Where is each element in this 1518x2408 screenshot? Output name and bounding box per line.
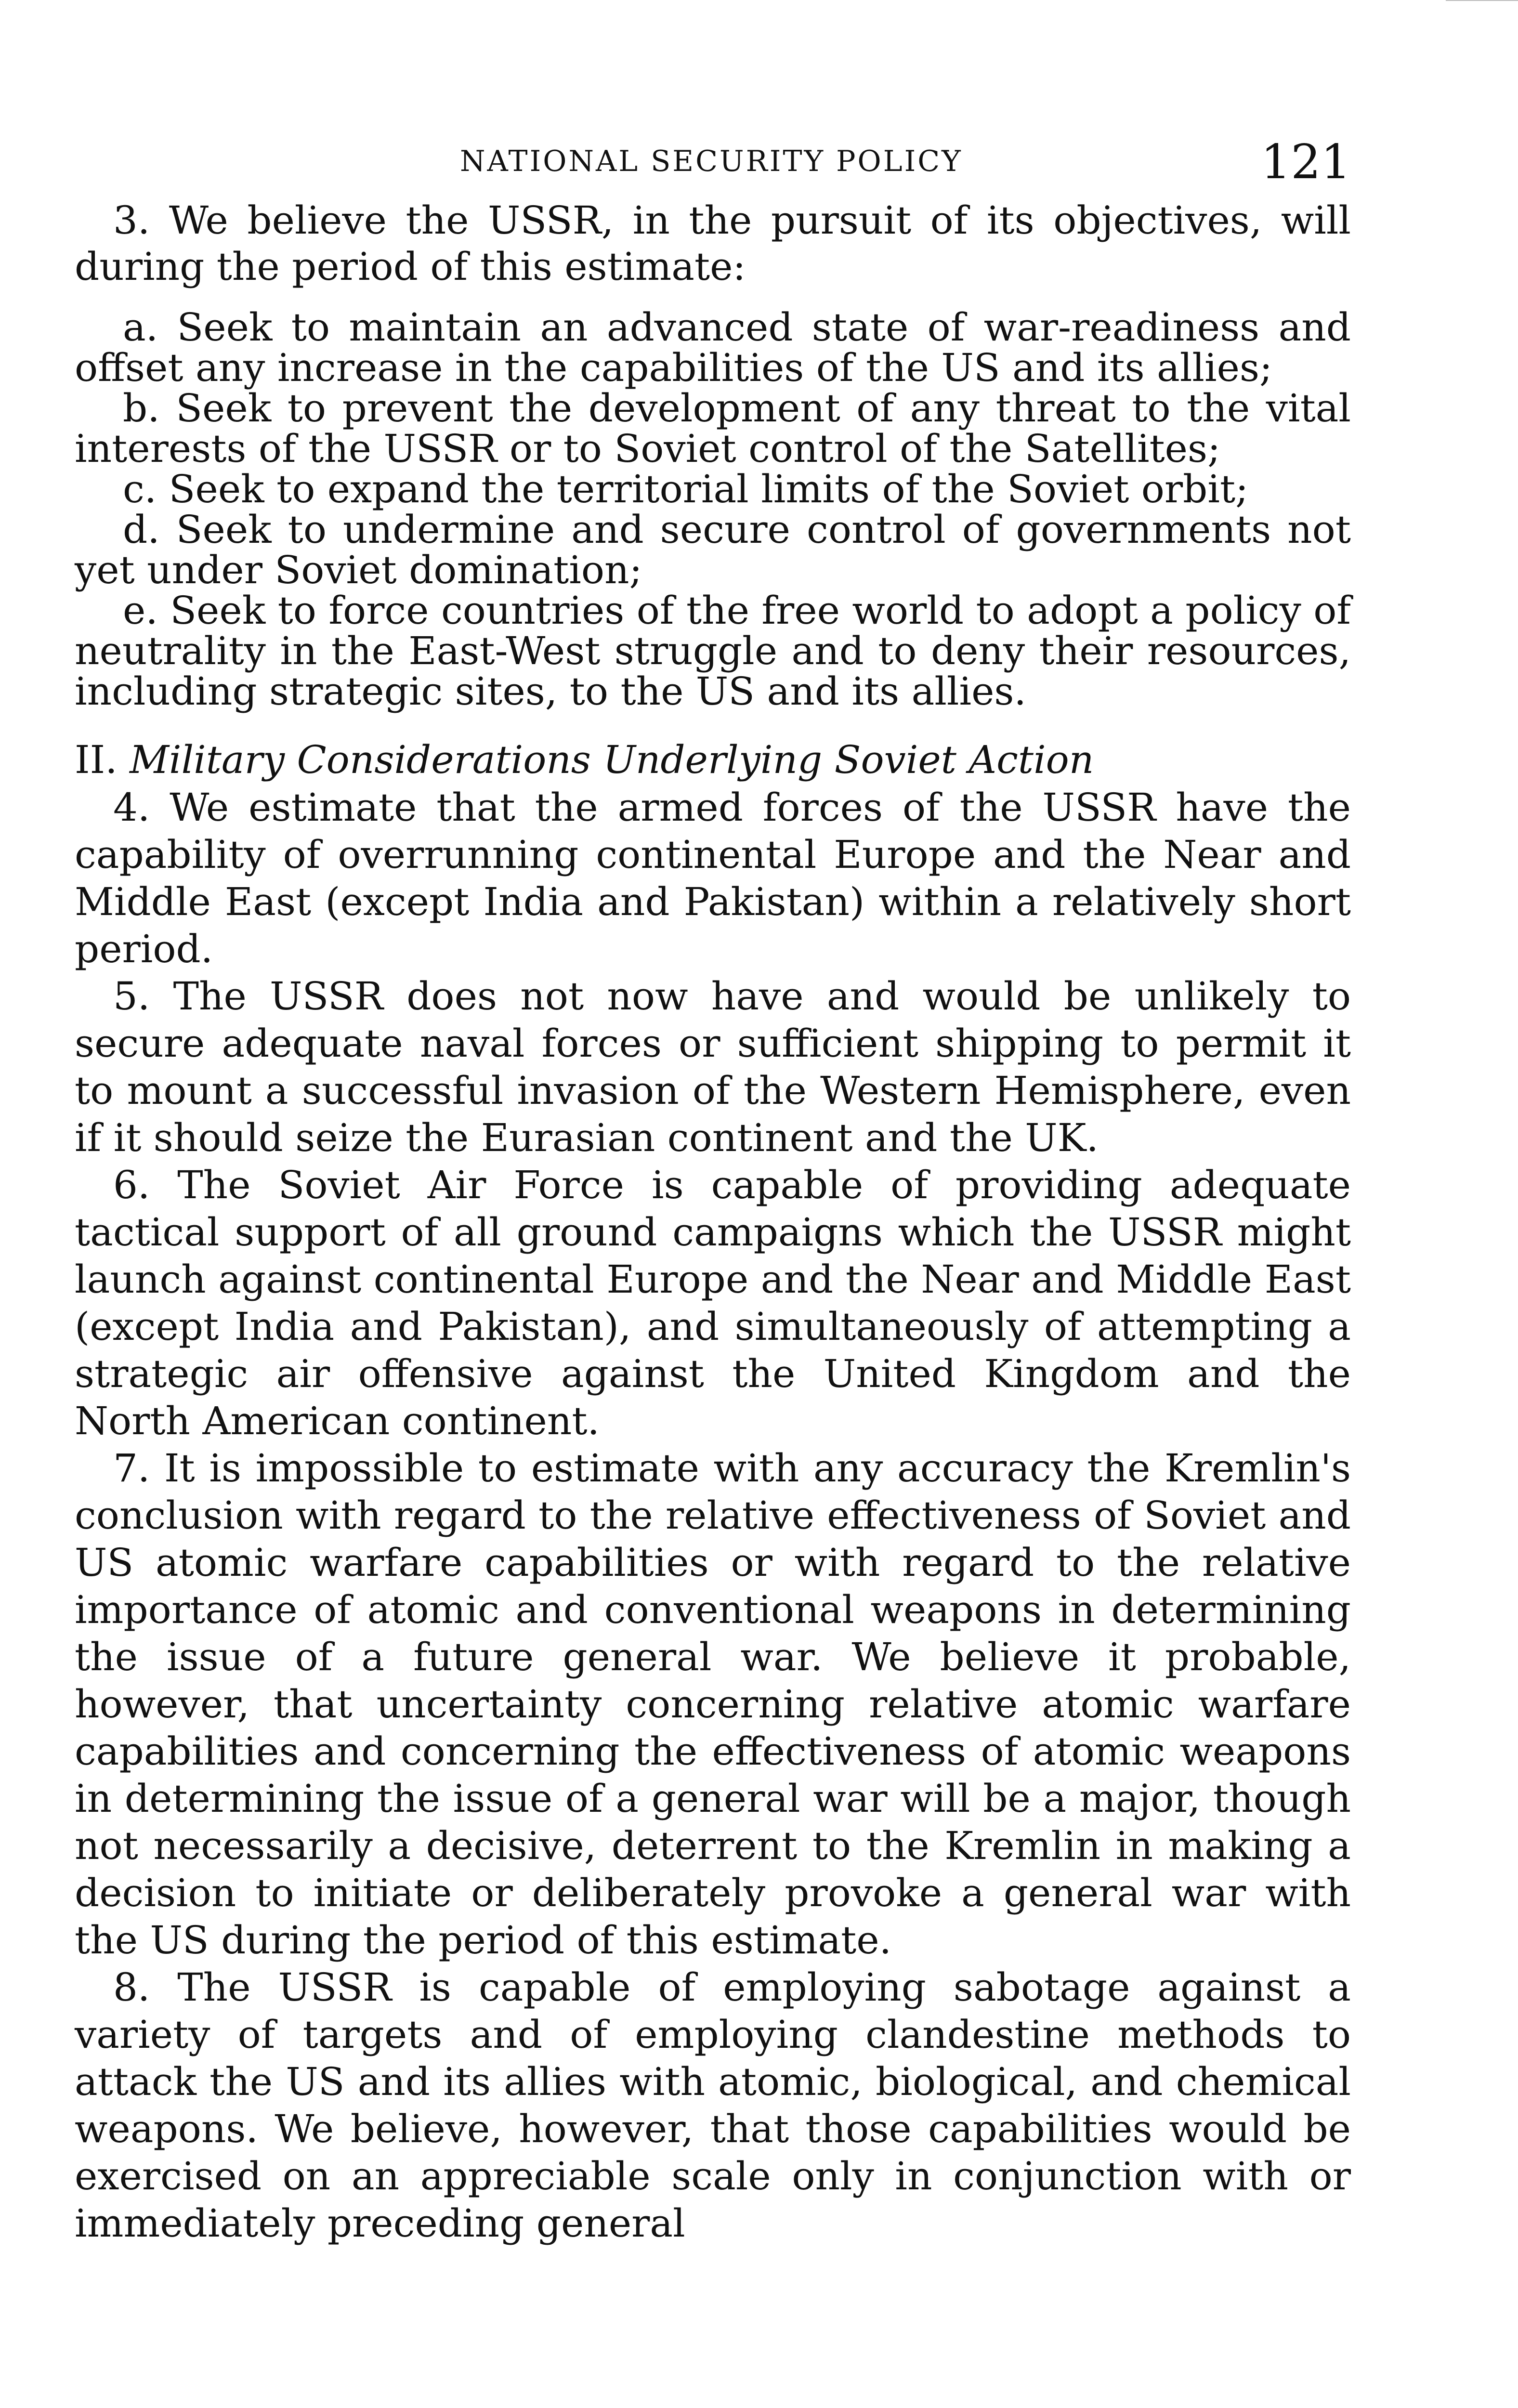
item-e: e. Seek to force countries of the free world to adopt a policy of neutrality in the East-West struggle and to deny their resources, including strategic sites, to the US and its allies. bbox=[75, 588, 1351, 714]
paragraph-5: 5. The USSR does not now have and would be unlikely to secure adequate naval forces or sufficient shipping to permit it to mount a successful invasion of the Western Hemisphere, even if it should seize the Eurasian continent and the UK. bbox=[75, 974, 1351, 1160]
spacer bbox=[75, 712, 1351, 736]
section-numeral: II. bbox=[75, 737, 118, 782]
paragraph-7: 7. It is impossible to estimate with any accuracy the Kremlin's conclusion with regard to the relative effectiveness of Soviet and US atomic warfare capabilities or with regard to the relative importance of atomic and conventional weapons in determining the issue of a future general war. We believe it probable, however, that uncertainty concerning relative atomic warfare capabilities and concerning the effectiveness of atomic weapons in determining the issue of a general war will be a major, though not necessarily a decisive, deterrent to the Kremlin in making a decision to initiate or deliberately provoke a general war with the US during the period of this estimate. bbox=[75, 1446, 1351, 1963]
running-head: NATIONAL SECURITY POLICY bbox=[460, 144, 963, 178]
item-c: c. Seek to expand the territorial limits of the Soviet orbit; bbox=[123, 467, 1249, 511]
section-title: Military Considerations Underlying Soviet Action bbox=[130, 737, 1094, 782]
page-number: 121 bbox=[1260, 135, 1351, 190]
paragraph-6: 6. The Soviet Air Force is capable of providing adequate tactical support of all ground campaigns which the USSR might launch against continental Europe and the Near and Middle East (except India and Pakistan), and simultaneously of attempting a strategic air offensive against the United Kingdom and the North American continent. bbox=[75, 1163, 1351, 1443]
item-b: b. Seek to prevent the development of any threat to the vital interests of the USSR or to Soviet control of the Satellites; bbox=[75, 386, 1351, 471]
paragraph-3: 3. We believe the USSR, in the pursuit of its objectives, will during the period of this estimate: bbox=[75, 198, 1351, 289]
item-a: a. Seek to maintain an advanced state of war-readiness and offset any increase in the capabilities of the US and its allies; bbox=[75, 305, 1351, 390]
scan-edge-rule bbox=[1446, 0, 1518, 1]
page-header bbox=[75, 125, 1351, 197]
section-heading bbox=[75, 736, 1351, 784]
item-d: d. Seek to undermine and secure control of governments not yet under Soviet domination; bbox=[75, 507, 1351, 592]
text-block bbox=[75, 125, 1351, 2247]
paragraph-8: 8. The USSR is capable of employing sabotage against a variety of targets and of employing clandestine methods to attack the US and its allies with atomic, biological, and chemical weapons. We believe, however, that those capabilities would be exercised on an appreciable scale only in conjunction with or immediately preceding general bbox=[75, 1965, 1351, 2246]
paragraph-4: 4. We estimate that the armed forces of the USSR have the capability of overrunning continental Europe and the Near and Middle East (except India and Pakistan) within a relatively short period. bbox=[75, 785, 1351, 971]
